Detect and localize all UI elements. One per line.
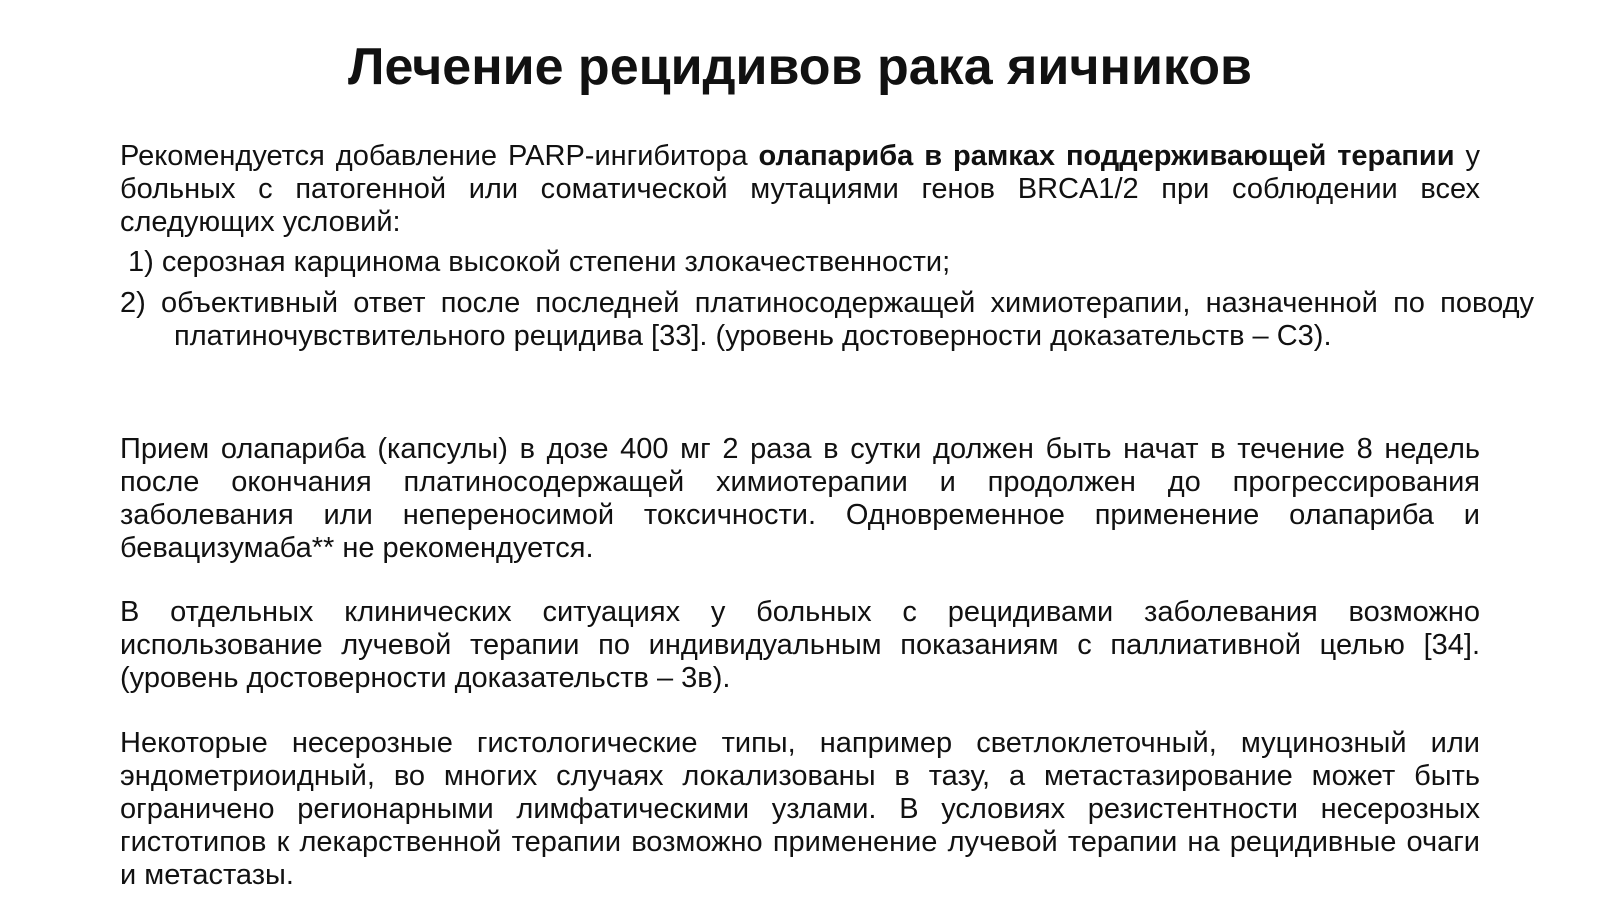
radiation-paragraph: В отдельных клинических ситуациях у больных с рецидивами заболевания возможно использование лучевой терапии по индивидуальным показаниям с паллиативной целью [34]. (уровень достоверности доказательств – 3в). bbox=[120, 596, 1480, 694]
intro-bold-text: олапариба в рамках поддерживающей терапии bbox=[758, 140, 1455, 172]
intro-text-end: у больных с патогенной или соматической мутациями генов BRCA1/2 при соблюдении всех следующих условий: bbox=[120, 140, 1480, 238]
histotypes-paragraph: Некоторые несерозные гистологические типы, например светлоклеточный, муцинозный или эндометриоидный, во многих случаях локализованы в тазу, а метастазирование может быть ограничено регионарными лимфатическими узлами. В условиях резистентности несерозных гистотипов к лекарственной терапии возможно применение лучевой терапии на рецидивные очаги и метастазы. bbox=[120, 727, 1480, 891]
dosing-paragraph: Прием олапариба (капсулы) в дозе 400 мг 2 раза в сутки должен быть начат в течение 8 недель после окончания платиносодержащей химиотерапии и продолжен до прогрессирования заболевания или непереносимой токсичности. Одновременное применение олапариба и бевацизумаба** не рекомендуется. bbox=[120, 433, 1480, 564]
condition-item-1: 1) серозная карцинома высокой степени злокачественности; bbox=[128, 246, 951, 278]
intro-text-start: Рекомендуется добавление PARP-ингибитора bbox=[120, 140, 759, 172]
condition-item-2: 2) объективный ответ после последней платиносодержащей химиотерапии, назначенной по поводу платиночувствительного рецидива [33]. (уровень достоверности доказательств – С3). bbox=[120, 287, 1534, 352]
intro-paragraph bbox=[120, 140, 1480, 239]
slide-title: Лечение рецидивов рака яичников bbox=[347, 38, 1253, 96]
